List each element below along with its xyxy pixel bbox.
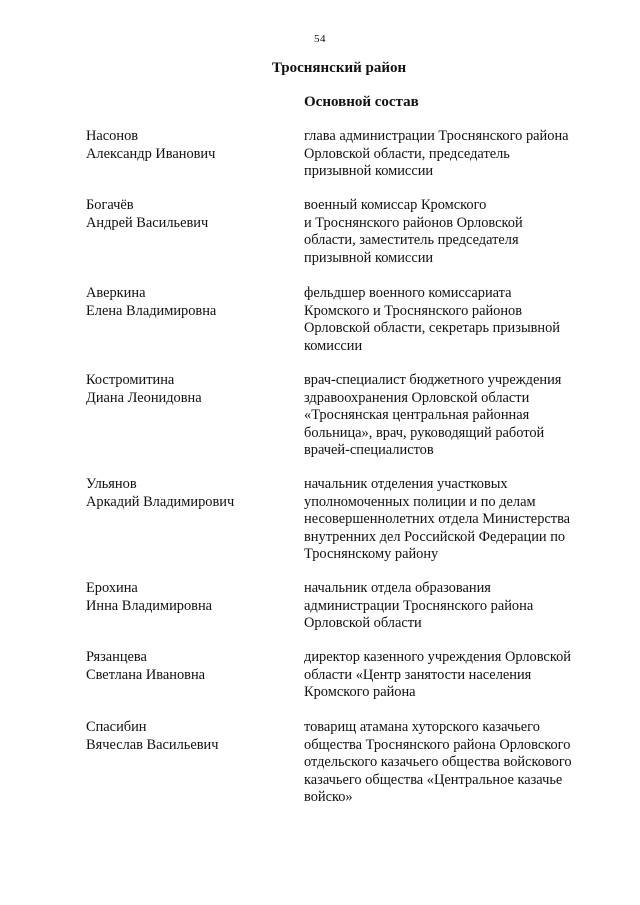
role-line: несовершеннолетних отдела Министерства xyxy=(304,511,571,528)
member-role xyxy=(304,128,604,181)
member-role xyxy=(304,580,604,633)
member-role xyxy=(304,197,604,267)
role-line: администрации Троснянского района xyxy=(304,597,534,614)
role-line: больница», врач, руководящий работой xyxy=(304,424,545,441)
member-role xyxy=(304,719,604,807)
member-given-names: Диана Леонидовна xyxy=(86,389,202,406)
role-line: фельдшер военного комиссариата xyxy=(304,285,512,301)
member-name xyxy=(86,372,291,407)
role-line: директор казенного учреждения Орловской xyxy=(304,649,571,665)
member-given-names: Вячеслав Васильевич xyxy=(86,736,219,753)
member-given-names: Александр Иванович xyxy=(86,145,216,162)
member-surname: Ульянов xyxy=(86,476,137,492)
composition-title: Основной состав xyxy=(304,94,419,110)
member-name xyxy=(86,285,291,320)
role-line: Троснянскому району xyxy=(304,546,439,563)
role-line: Орловской области xyxy=(304,615,422,632)
member-surname: Спасибин xyxy=(86,719,147,735)
role-line: Кромского и Троснянского районов xyxy=(304,302,523,319)
role-line: «Троснянская центральная районная xyxy=(304,407,530,424)
role-line: призывной комиссии xyxy=(304,163,434,180)
member-role xyxy=(304,372,604,460)
role-line: уполномоченных полиции и по делам xyxy=(304,493,536,510)
member-name xyxy=(86,719,291,754)
role-line: Орловской области, председатель xyxy=(304,145,510,162)
member-surname: Костромитина xyxy=(86,372,175,388)
member-name xyxy=(86,128,291,163)
role-line: глава администрации Троснянского района xyxy=(304,128,569,144)
member-surname: Богачёв xyxy=(86,197,134,213)
member-surname: Насонов xyxy=(86,128,139,144)
member-role xyxy=(304,476,604,564)
member-surname: Аверкина xyxy=(86,285,146,301)
role-line: призывной комиссии xyxy=(304,249,434,266)
member-surname: Ерохина xyxy=(86,580,138,596)
role-line: врачей-специалистов xyxy=(304,442,434,459)
member-role xyxy=(304,649,604,702)
role-line: области «Центр занятости населения xyxy=(304,666,532,683)
member-given-names: Елена Владимировна xyxy=(86,302,217,319)
role-line: Кромского района xyxy=(304,684,416,701)
role-line: Орловской области, секретарь призывной xyxy=(304,320,561,337)
role-line: врач-специалист бюджетного учреждения xyxy=(304,372,562,388)
role-line: отдельского казачьего общества войскового xyxy=(304,754,572,771)
member-surname: Рязанцева xyxy=(86,649,147,665)
page-number: 54 xyxy=(314,33,326,45)
role-line: войско» xyxy=(304,789,353,806)
role-line: здравоохранения Орловской области xyxy=(304,389,530,406)
role-line: военный комиссар Кромского xyxy=(304,197,487,213)
role-line: начальник отделения участковых xyxy=(304,476,508,492)
member-name xyxy=(86,197,291,232)
member-name xyxy=(86,580,291,615)
member-given-names: Светлана Ивановна xyxy=(86,666,206,683)
role-line: области, заместитель председателя xyxy=(304,232,519,249)
role-line: казачьего общества «Центральное казачье xyxy=(304,771,563,788)
role-line: и Троснянского районов Орловской xyxy=(304,214,523,231)
role-line: общества Троснянского района Орловского xyxy=(304,736,571,753)
member-role xyxy=(304,285,604,355)
member-given-names: Инна Владимировна xyxy=(86,597,213,614)
district-title: Троснянский район xyxy=(271,60,407,76)
member-name xyxy=(86,476,291,511)
role-line: товарищ атамана хуторского казачьего xyxy=(304,719,540,735)
role-line: внутренних дел Российской Федерации по xyxy=(304,528,566,545)
member-name xyxy=(86,649,291,684)
member-given-names: Аркадий Владимирович xyxy=(86,493,235,510)
member-given-names: Андрей Васильевич xyxy=(86,214,209,231)
role-line: начальник отдела образования xyxy=(304,580,491,596)
role-line: комиссии xyxy=(304,337,363,354)
